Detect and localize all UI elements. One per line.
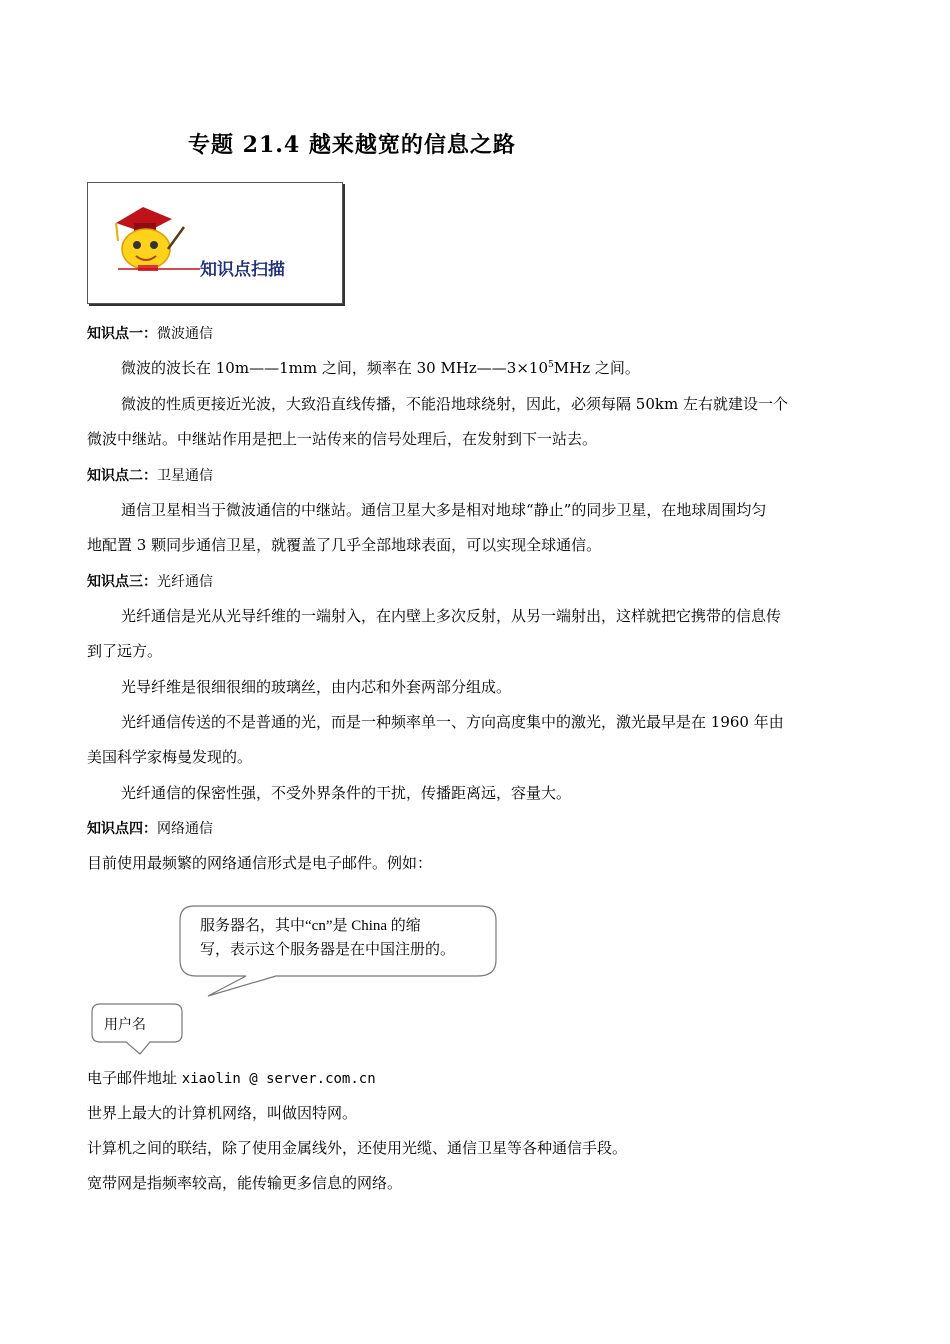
paragraph-line: 宽带网是指频率较高，能传输更多信息的网络。 [87, 1174, 403, 1192]
paragraph-line: 世界上最大的计算机网络，叫做因特网。 [87, 1104, 358, 1122]
paragraph-line: 光导纤维是很细很细的玻璃丝，由内芯和外套两部分组成。 [121, 678, 512, 696]
section-heading-2 [87, 465, 213, 486]
section-name: 卫星通信 [157, 468, 213, 484]
page-title: 专题 21.4 越来越宽的信息之路 [188, 132, 516, 158]
section-heading-3 [87, 571, 213, 592]
section-name: 网络通信 [157, 821, 213, 837]
paragraph-line: 光纤通信传送的不是普通的光，而是一种频率单一、方向高度集中的激光，激光最早是在 1960 年由 [121, 713, 784, 731]
paragraph [121, 358, 640, 378]
section-heading-4 [87, 818, 213, 839]
section-label: 知识点四： [87, 821, 157, 837]
paragraph-line: 到了远方。 [87, 642, 163, 660]
text-run: MHz 之间。 [553, 359, 640, 377]
section-label: 知识点三： [87, 574, 157, 590]
banner-label: 知识点扫描 [200, 260, 285, 280]
paragraph-line: 美国科学家梅曼发现的。 [87, 748, 253, 766]
paragraph-line: 微波中继站。中继站作用是把上一站传来的信号处理后，在发射到下一站去。 [87, 430, 598, 448]
section-label: 知识点一： [87, 326, 157, 342]
section-name: 微波通信 [157, 326, 213, 342]
knowledge-scan-banner [87, 182, 343, 304]
paragraph-line: 目前使用最频繁的网络通信形式是电子邮件。例如： [87, 854, 433, 872]
paragraph-line: 微波的性质更接近光波，大致沿直线传播，不能沿地球绕射，因此，必须每隔 50km 左右就建设一个 [121, 395, 788, 413]
email-address-line [87, 1068, 376, 1089]
section-label: 知识点二： [87, 468, 157, 484]
mascot-graduate-icon [88, 183, 342, 303]
text-run: 微波的波长在 10m——1mm 之间，频率在 30 MHz——3×10 [121, 359, 549, 377]
callout-user-name [90, 1000, 190, 1056]
superscript: 5 [548, 360, 554, 370]
section-name: 光纤通信 [157, 574, 213, 590]
paragraph-line: 计算机之间的联结，除了使用金属线外，还使用光缆、通信卫星等各种通信手段。 [87, 1139, 628, 1157]
paragraph-line: 光纤通信是光从光导纤维的一端射入，在内壁上多次反射，从另一端射出，这样就把它携带的信息传 [121, 607, 782, 625]
paragraph-line: 地配置 3 颗同步通信卫星，就覆盖了几乎全部地球表面，可以实现全球通信。 [87, 536, 602, 554]
email-label: 电子邮件地址 [87, 1069, 182, 1087]
callout-line: 写，表示这个服务器是在中国注册的。 [200, 942, 456, 958]
callout-line: 服务器名，其中“cn”是 China 的缩 [200, 918, 421, 934]
email-value: xiaolin @ server.com.cn [181, 1071, 376, 1087]
section-heading-1 [87, 323, 213, 344]
callout-line: 用户名 [104, 1018, 146, 1033]
paragraph-line: 光纤通信的保密性强，不受外界条件的干扰，传播距离远，容量大。 [121, 784, 572, 802]
callout-server-name [176, 898, 502, 1002]
paragraph-line: 通信卫星相当于微波通信的中继站。通信卫星大多是相对地球“静止”的同步卫星，在地球周围均匀 [121, 501, 767, 519]
